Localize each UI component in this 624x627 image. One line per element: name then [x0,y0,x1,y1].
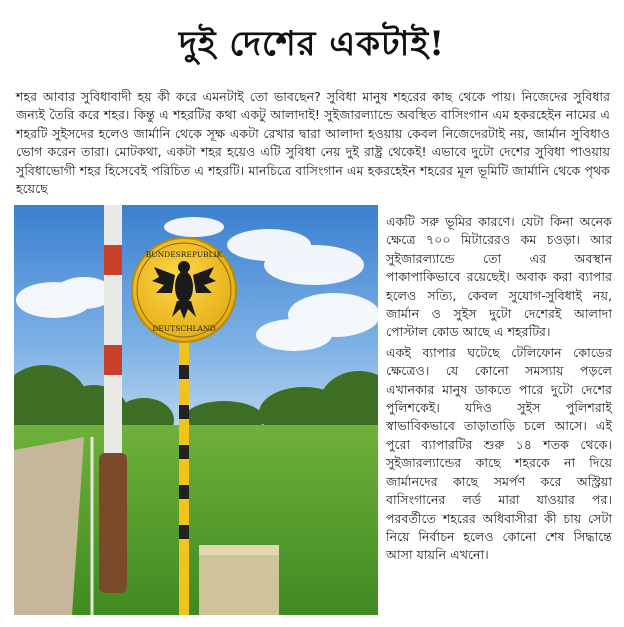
article-side-column [386,213,612,567]
dirt-path [14,437,84,615]
border-sign-photo [14,205,378,615]
article-paragraph-3: একই ব্যাপার ঘটেছে টেলিফোন কোডের ক্ষেত্রেও। যে কোনো সমস্যায় পড়লে এখানকার মানুষ ডাকতে পারে দুটো দেশের পুলিশকেই। যদিও সুইস পুলিশরাই স্বাভাবিকভাবে তাড়াতাড়ি চলে আসে। এই পুরো ব্যাপারটির শুরু ১৪ শতক থেকে। সুইজারল্যান্ডের কাছে শহরকে না দিয়ে জার্মানদের কাছে সমর্পণ করে অস্ট্রিয়া বাসিংগানের লর্ড মারা যাওয়ার পর। পরবর্তীতে শহরের অধিবাসীরা কী চায় সেটা নিয়ে নির্বাচন হলেও কোনো শেষ সিদ্ধান্তে আসা যায়নি এখনো। [386,344,612,563]
article-headline: দুই দেশের একটাই! [178,24,445,64]
marker-pole [104,205,122,455]
sign-text-top: BUNDESREPUBLIK [145,250,223,259]
article-intro-paragraph: শহর আবার সুবিধাবাদী হয় কী করে এমনটাই তো ভাবছেন? সুবিধা মানুষ শহরের কাছ থেকে পায়। নিজেদের সুবিধার জন্যই তৈরি করে শহর। কিন্তু এ শহরটির কথা একটু আলাদাই! সুইজারল্যান্ডে অবস্থিত বাসিংগান এম হকরহেইন নামের এ শহরটি সুইসদের হলেও জার্মানি থেকে সূক্ষ একটা রেখার দ্বারা আলাদা হওয়ায় কেবল নিজেদেরটাই নয়, জার্মান সুবিধাও ভোগ করেন তারা। মোটকথা, একটা শহর হয়েও এটি সুবিধা নেয় দুই রাষ্ট্র থেকেই! এভাবে দুটো দেশের সুবিধা পাওয়ায় সুবিধাভোগী শহর হিসেবেই পরিচিত এ শহরটি। মানচিত্রে বাসিংগান এম হকরহেইন শহরের মূল ভূমিটি জার্মানি থেকে পৃথক হয়েছে [16,89,610,197]
boundary-stone [199,545,279,615]
sign-text-bottom: DEUTSCHLAND [152,324,216,333]
article-paragraph-2: একটি সরু ভূমির কারণে। যেটা কিনা অনেক ক্ষেত্রে ৭০০ মিটারেরও কম চওড়া। আর সুইজারল্যান্ডে তো এর অবস্থান পাকাপাকিভাবে রয়েছেই। অবাক করা ব্যাপার হলেও সত্যি, কেবল সুযোগ-সুবিধাই নয়, জার্মান ও সুইস দুটো দেশেরই আলাদা পোস্টাল কোড আছে এ শহরটির। [386,214,612,340]
